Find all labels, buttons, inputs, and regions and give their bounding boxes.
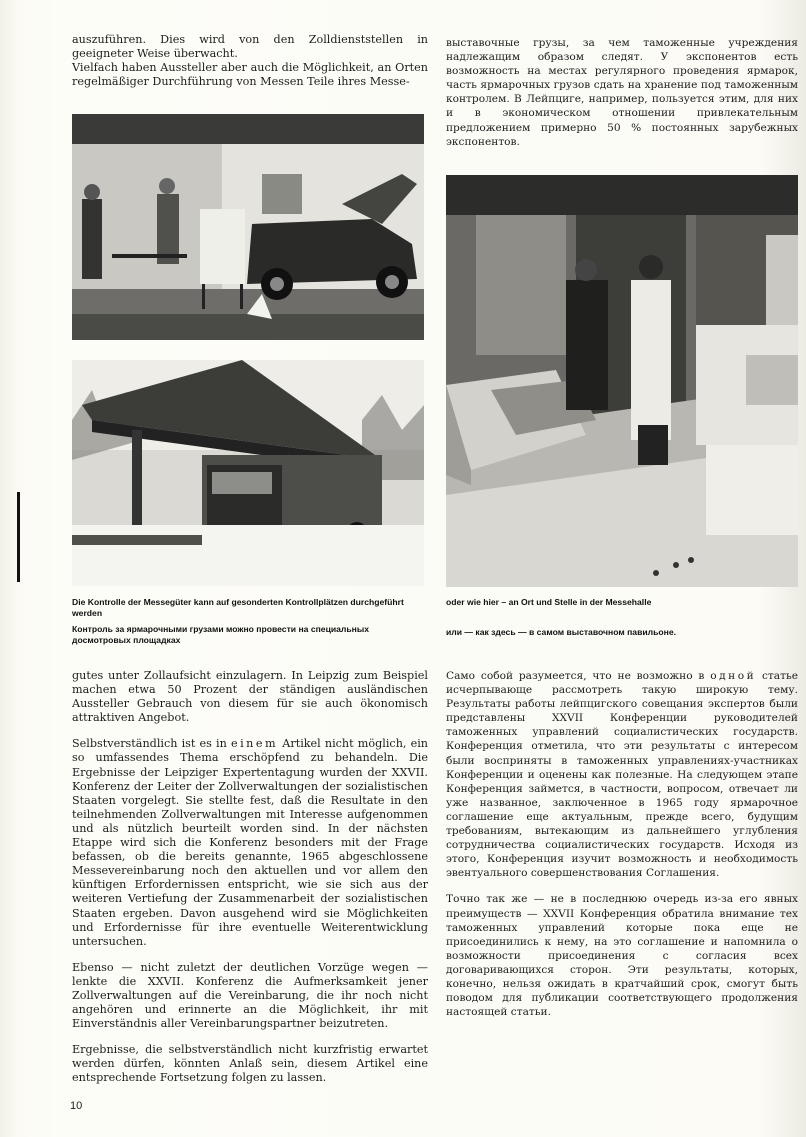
emphasis: одной	[710, 670, 757, 682]
top-right-text	[446, 36, 798, 149]
paragraph: Само собой разумеется, что не возможно в одной статье исчерпывающе рассмотреть такую широкую тему. Результаты работы лейпцигского совещания экспертов были представлены XXVII Конференции руководителей таможенных управлений социалистических государств. Конференция отметила, что эти результаты с интересом были восприняты в таможенных управлениях-участниках Конференции и оценены как полезные. На следующем этапе Конференция займется, в частности, вопросом, отвечает ли уже названное, заключенное в 1965 году ярмарочное соглашение еще актуальным, прежде всего, будущим требованиям, вытекающим из дальнейшего углубления сотрудничества социалистических государств. Исходя из этого, Конференция изучит возможность и необходимость эвентуального совершенствования Соглашения.	[446, 670, 799, 880]
emphasis: einem	[230, 737, 279, 751]
paragraph: Ergebnisse, die selbstverständlich nicht kurzfristig erwartet werden dürfen, könnten Anlaß sein, diesem Artikel eine entsprechende Fortsetzung folgen zu lassen.	[72, 1043, 428, 1085]
caption-right-de: oder wie hier – an Ort und Stelle in der Messehalle	[446, 597, 652, 607]
top-left-text	[72, 33, 428, 89]
photo-car-inspection	[72, 114, 424, 340]
bottom-left-text	[72, 669, 428, 1086]
margin-bar	[17, 492, 20, 582]
paragraph: выставочные грузы, за чем таможенные учреждения надлежащим образом следят. У экспонентов есть возможность на местах регулярного проведения ярмарок, часть ярмарочных грузов сдать на хранение под таможенным контролем. В Лейпциге, например, пользуется этим, для них и в экономическом отношении привлекательным предложением примерно 50 % постоянных зарубежных экспонентов.	[446, 37, 798, 148]
photo-truck-canopy	[72, 360, 424, 586]
caption-left-de: Die Kontrolle der Messegüter kann auf gesonderten Kontrollplätzen durchgeführt werden	[72, 597, 404, 618]
paragraph: Точно так же — не в последнюю очередь из-за его явных преимуществ — XXVII Конференция обратила внимание тех таможенных управлений которые пока еще не присоединились к нему, на это соглашение и напомнила о возможности присоединения с согласия всех договаривающихся сторон. Эти результаты, которых, конечно, нельзя ожидать в кратчайший срок, смогут быть поводом для публикации соответствующего продолжения настоящей статьи.	[446, 893, 798, 1019]
paragraph: Ebenso — nicht zuletzt der deutlichen Vorzüge wegen — lenkte die XXVII. Konferenz die Aufmerksamkeit jener Zollverwaltungen auf die Vereinbarung, die ihr noch nicht angehören und erinnerte an die Möglichkeit, ihr mit Einverständnis aller Vereinbarungspartner beizutreten.	[72, 960, 428, 1031]
paragraph: gutes unter Zollaufsicht einzulagern. In Leipzig zum Beispiel machen etwa 50 Prozent der ständigen ausländischen Aussteller Gebrauch von diesem für sie auch ökonomisch attraktiven Angebot.	[72, 669, 428, 725]
photo-hall-inspection	[446, 175, 798, 587]
caption-left-ru: Контроль за ярмарочными грузами можно провести на специальных досмотровых площадках	[72, 624, 369, 645]
paragraph: auszuführen. Dies wird von den Zolldienststellen in geeigneter Weise überwacht.	[72, 33, 428, 61]
paragraph: Vielfach haben Aussteller aber auch die Möglichkeit, an Orten regelmäßiger Durchführung von Messen Teile ihres Messe-	[72, 61, 428, 89]
paragraph: Selbstverständlich ist es in einem Artikel nicht möglich, ein so umfassendes Thema erschöpfend zu behandeln. Die Ergebnisse der Leipziger Expertentagung wurden der XXVII. Konferenz der Leiter der Zollverwaltungen der sozialistischen Staaten vorgelegt. Sie stellte fest, daß die Resultate in den teilnehmenden Zollverwaltungen mit Interesse aufgenommen und als nützlich beurteilt worden sind. In der nächsten Etappe wird sich die Konferenz besonders mit der Frage befassen, ob die bereits genannte, 1965 abgeschlossene Messevereinbarung noch den aktuellen und vor allem den künftigen Erfordernissen entspricht, wie sie sich aus der weiteren Vertiefung der Zusammenarbeit der sozialistischen Staaten ergeben. Davon ausgehend wird sie Möglichkeiten und Erfordernisse für ihre eventuelle Weiterentwicklung untersuchen.	[72, 737, 429, 948]
page-number: 10	[70, 1100, 83, 1112]
bottom-right-text	[446, 669, 798, 1019]
caption-right-ru: или — как здесь — в самом выставочном павильоне.	[446, 627, 676, 637]
